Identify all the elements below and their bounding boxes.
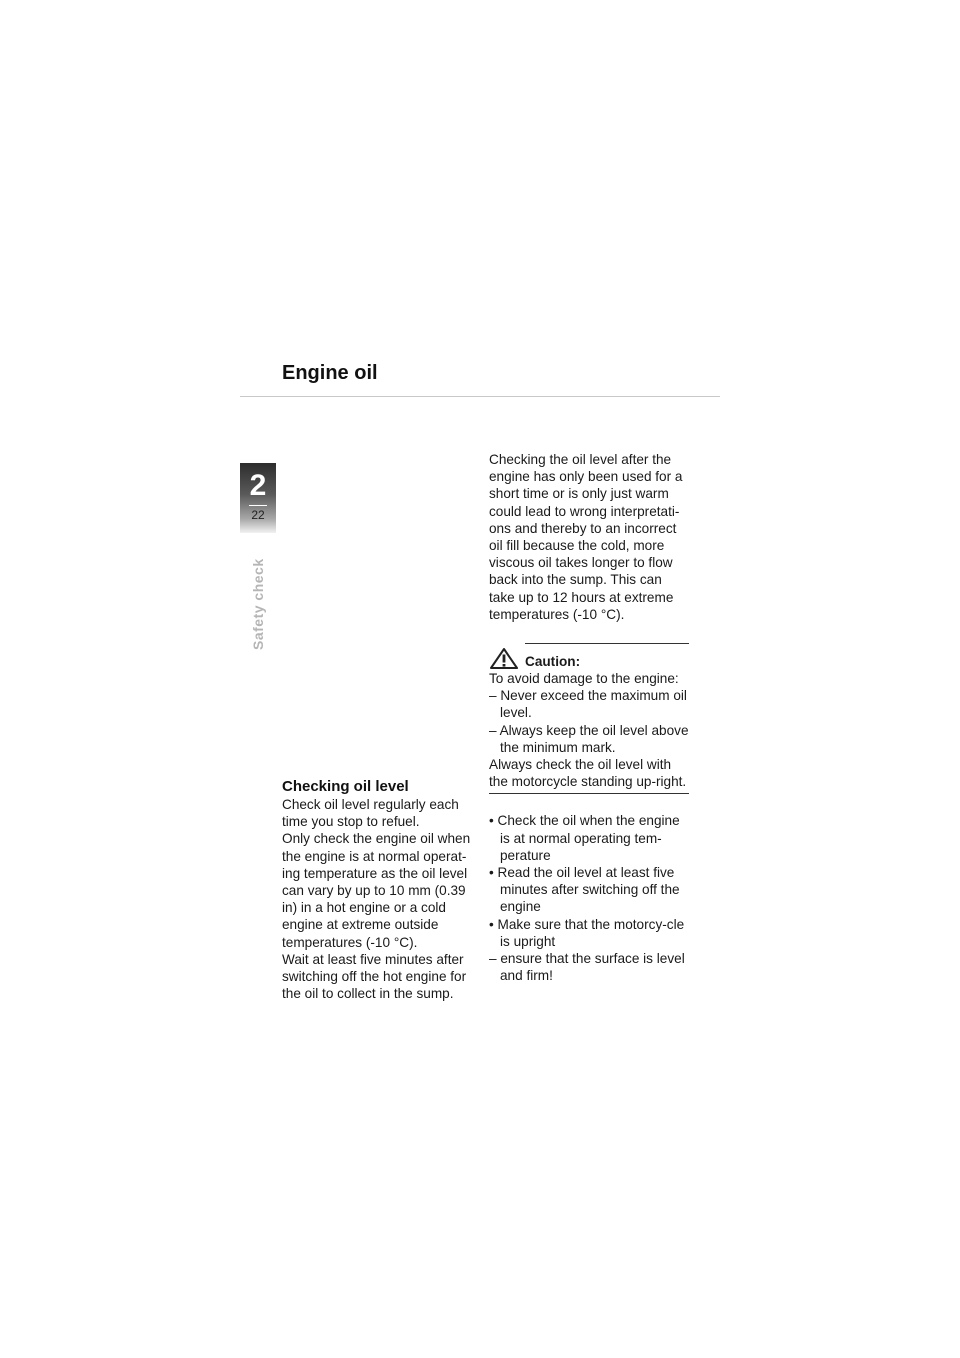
section-heading: Checking oil level: [282, 778, 409, 795]
checklist-item: – ensure that the surface is level and firm!: [489, 951, 685, 984]
caution-top-rule: [525, 643, 689, 644]
checklist-item: • Read the oil level at least five minutes after switching off the engine: [489, 865, 680, 915]
chapter-number: 2: [249, 469, 267, 502]
chapter-tab: [240, 463, 276, 533]
caution-item: – Never exceed the maximum oil level.: [489, 688, 687, 721]
title-divider: [240, 396, 720, 397]
caution-item: – Always keep the oil level above the minimum mark.: [489, 722, 689, 755]
paragraph: Only check the engine oil when the engine is at normal operat-ing temperature as the oil level can vary by up to 10 mm (0.39 in) in a hot engine or a cold engine at extreme outside temperatures (-10 °C).: [282, 831, 471, 950]
caution-title: Caution:: [525, 654, 581, 670]
paragraph: Check oil level regularly each time you stop to refuel.: [282, 797, 459, 830]
caution-bottom-rule: [489, 793, 689, 794]
caution-lead: To avoid damage to the engine:: [489, 671, 679, 687]
checklist: [489, 812, 689, 984]
page-number: 22: [251, 508, 265, 522]
left-column: [282, 777, 482, 1002]
checklist-item: • Make sure that the motorcy-cle is upright: [489, 916, 685, 949]
section-side-label: Safety check: [250, 558, 266, 650]
checklist-item: • Check the oil when the engine is at normal operating tem-perature: [489, 813, 680, 863]
intro-paragraph: Checking the oil level after the engine has only been used for a short time or is only just warm could lead to wrong interpretati-ons and thereby to an incorrect oil fill because the cold, more viscous oil takes longer to flow back into the sump. This can take up to 12 hours at extreme temperatures (-10 °C).: [489, 452, 683, 622]
caution-footer: Always check the oil level with the motorcycle standing up-right.: [489, 757, 687, 790]
warning-triangle-icon: [489, 646, 519, 670]
chapter-divider: [249, 505, 267, 506]
paragraph: Wait at least five minutes after switching off the hot engine for the oil to collect in the sump.: [282, 951, 467, 1002]
page-title: Engine oil: [282, 362, 378, 384]
caution-header: [489, 643, 689, 670]
caution-box: [489, 643, 689, 794]
right-column: [489, 451, 689, 984]
